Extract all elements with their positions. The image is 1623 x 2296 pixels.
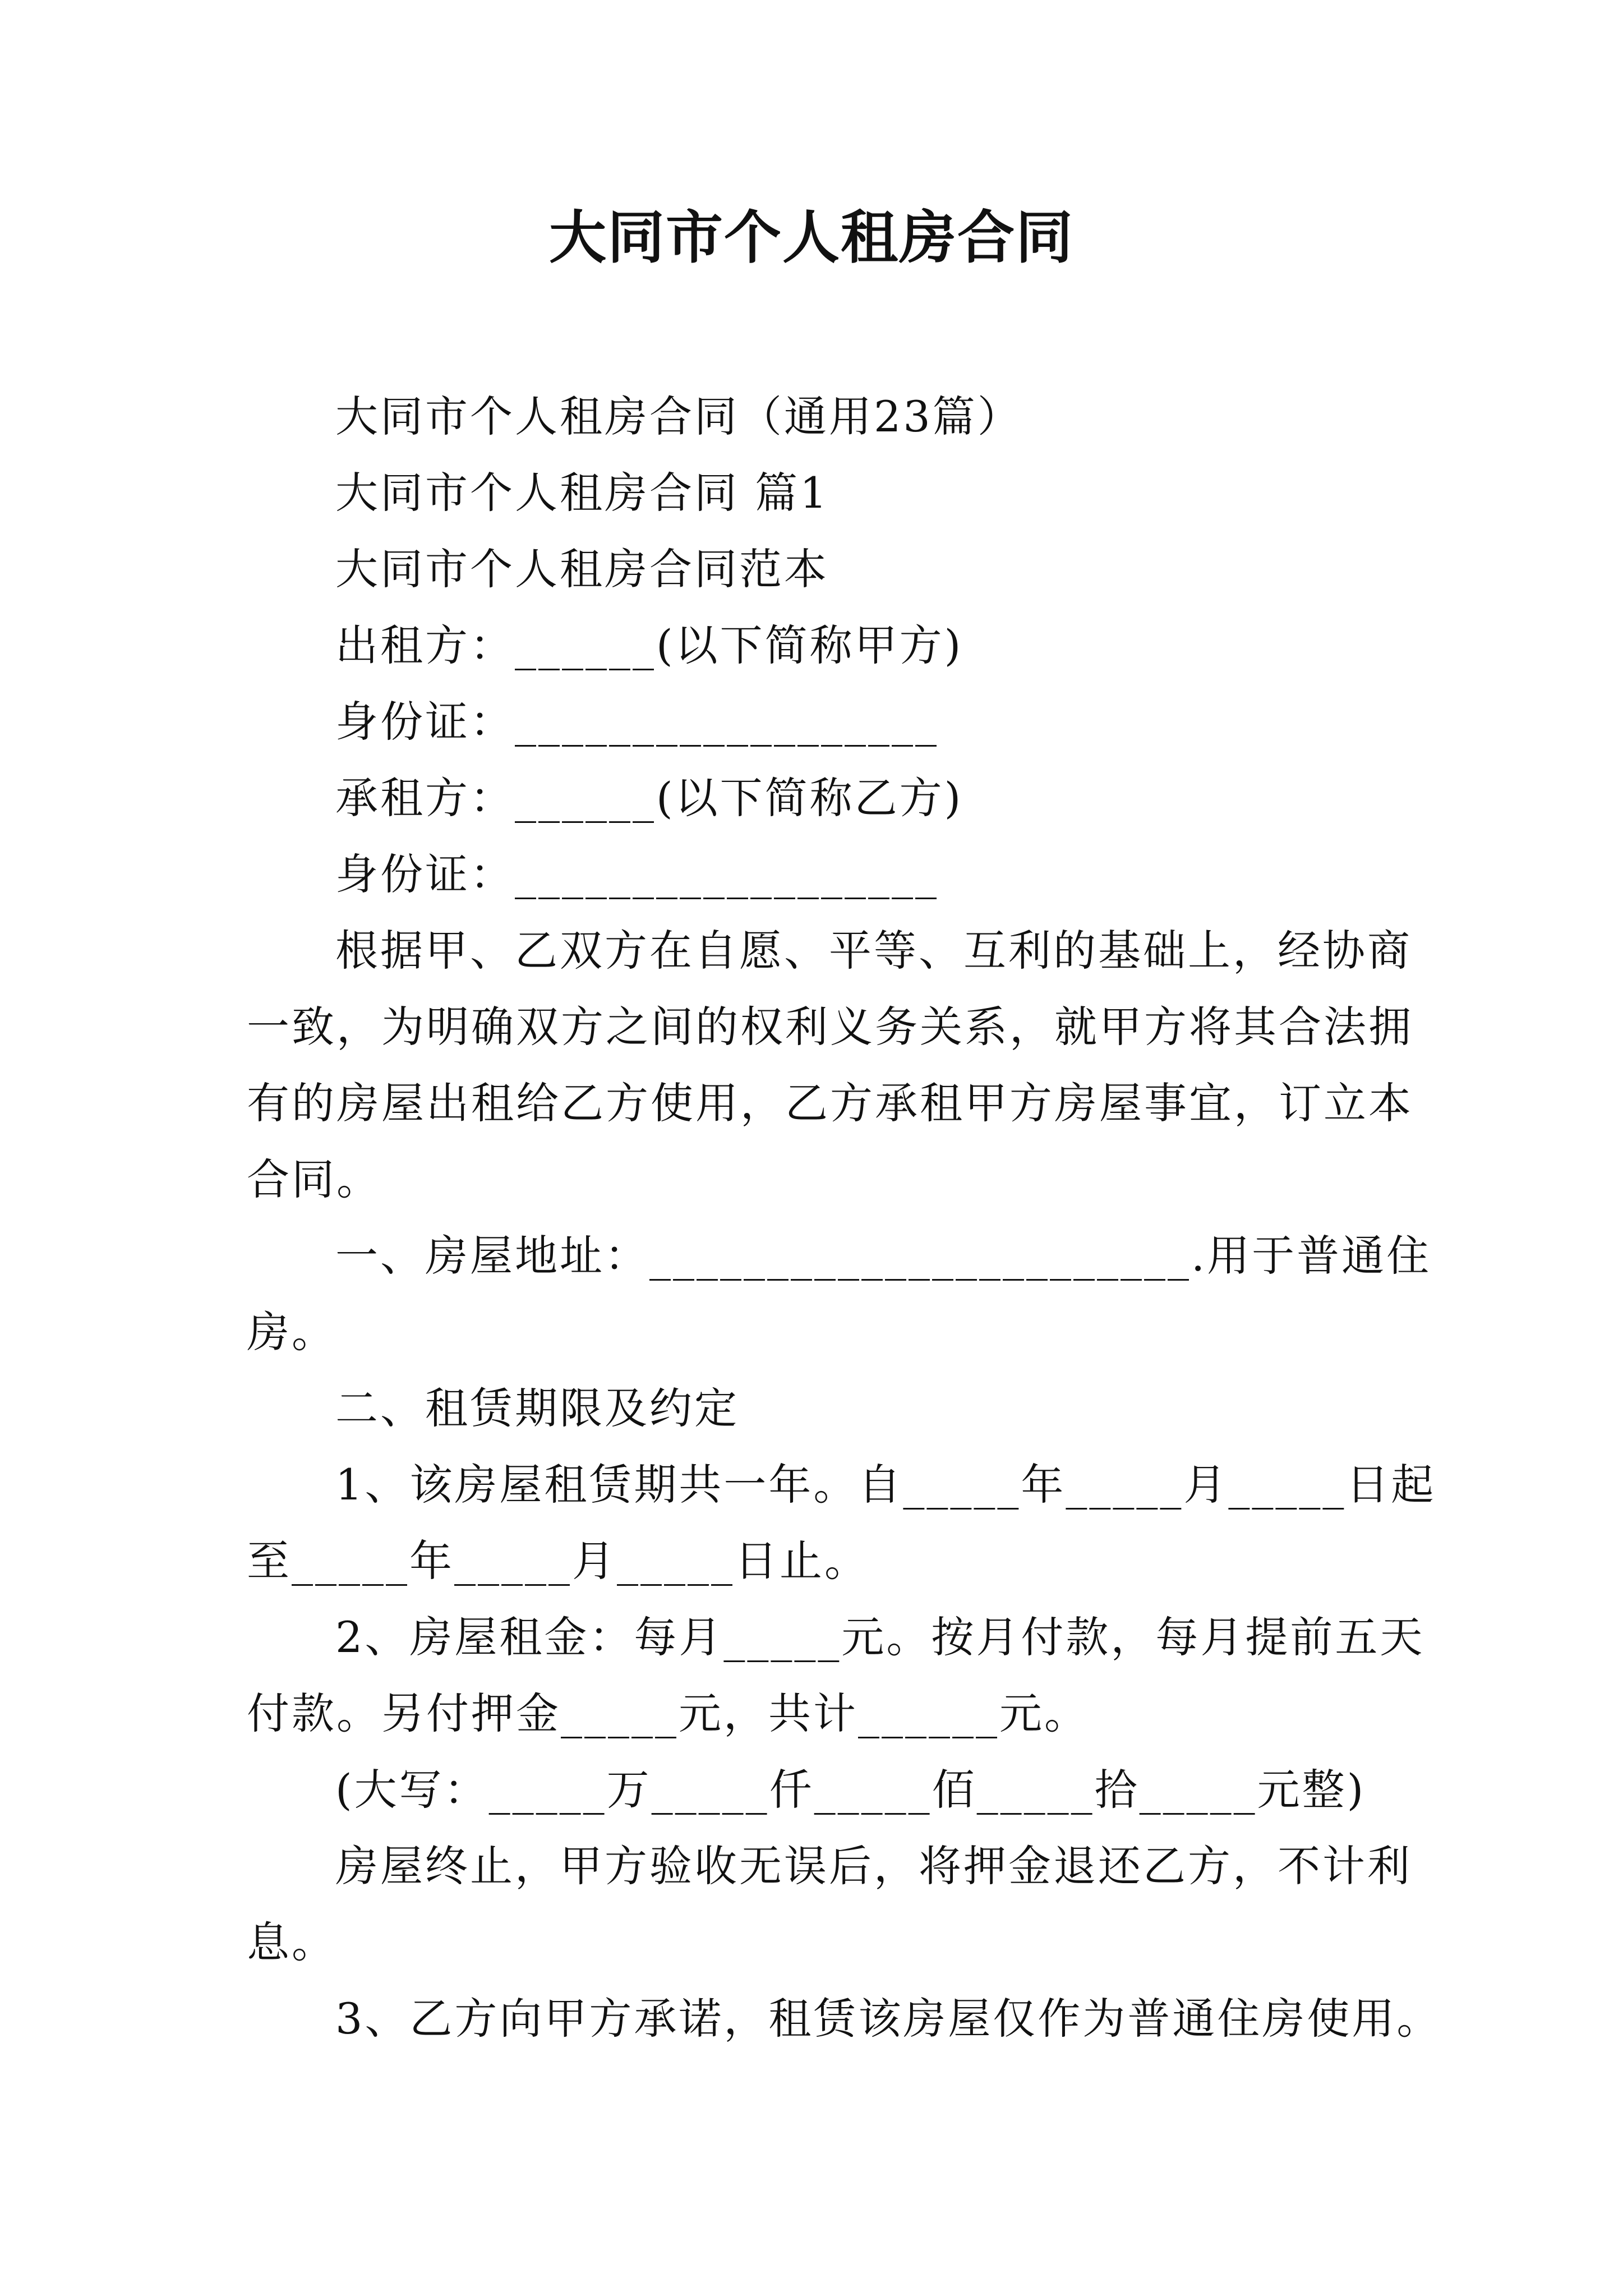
rent-line-2: 付款。另付押金_____元，共计______元。	[247, 1688, 1089, 1738]
lessee-line: 承租方：______(以下简称乙方)	[335, 773, 963, 823]
lessee-id-line: 身份证：__________________	[335, 849, 939, 899]
preamble-line-3: 有的房屋出租给乙方使用，乙方承租甲方房屋事宜，订立本	[247, 1078, 1413, 1128]
heading-general: 大同市个人租房合同（通用23篇）	[335, 392, 1022, 441]
preamble-line-4: 合同。	[247, 1154, 381, 1204]
preamble-line-1: 根据甲、乙双方在自愿、平等、互利的基础上，经协商	[335, 926, 1412, 976]
rent-line-1: 2、房屋租金：每月_____元。按月付款，每月提前五天	[335, 1612, 1425, 1662]
preamble-line-2: 一致，为明确双方之间的权利义务关系，就甲方将其合法拥	[247, 1002, 1413, 1052]
document-title: 大同市个人租房合同	[549, 205, 1074, 272]
heading-part1: 大同市个人租房合同 篇1	[335, 468, 829, 518]
promise-line: 3、乙方向甲方承诺，租赁该房屋仅作为普通住房使用。	[335, 1994, 1442, 2044]
address-line-1: 一、房屋地址：_______________________.用于普通住	[335, 1231, 1432, 1281]
section2-heading: 二、租赁期限及约定	[335, 1383, 739, 1433]
document-body	[247, 379, 1442, 2057]
deposit-line-2: 息。	[247, 1917, 336, 1967]
address-line-2: 房。	[247, 1307, 336, 1357]
deposit-line-1: 房屋终止，甲方验收无误后，将押金退还乙方，不计利	[335, 1841, 1412, 1891]
capital-amount-line: (大写：_____万_____仟_____佰_____拾_____元整)	[335, 1765, 1366, 1815]
heading-template: 大同市个人租房合同范本	[335, 544, 829, 594]
lessor-line: 出租方：______(以下简称甲方)	[335, 620, 963, 670]
lessor-id-line: 身份证：__________________	[335, 697, 939, 747]
term-line-2: 至_____年_____月_____日止。	[247, 1536, 869, 1586]
term-line-1: 1、该房屋租赁期共一年。自_____年_____月_____日起	[335, 1460, 1436, 1510]
